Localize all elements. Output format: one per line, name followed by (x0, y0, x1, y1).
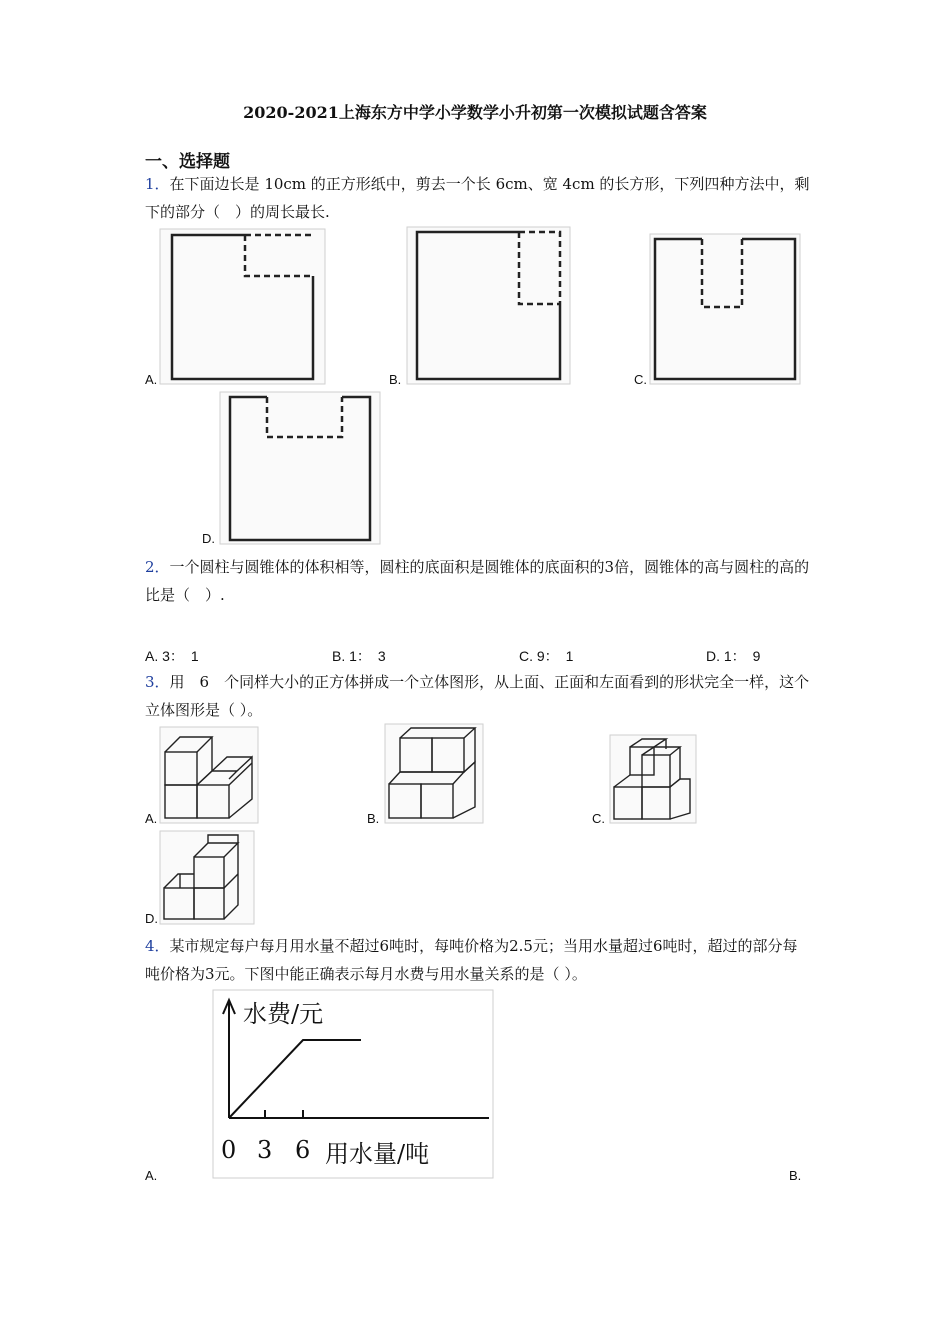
q1-option-c[interactable]: C. (634, 372, 647, 387)
question-text: 在下面边长是 10cm 的正方形纸中，剪去一个长 6cm、宽 4cm 的长方形，下列四种方法中，剩下的部分（ ）的周长最长. (145, 175, 810, 221)
q1-option-a[interactable]: A. (145, 372, 158, 387)
question-text: 用 6 个同样大小的正方体拼成一个立体图形，从上面、正面和左面看到的形状完全一样，这个立体图形是（ ）。 (145, 673, 810, 719)
question-number: 3． (145, 673, 170, 691)
question-3 (145, 668, 810, 724)
graph-ylabel: 水费/元 (243, 1000, 324, 1028)
q3-figure-d (160, 831, 254, 924)
graph-xlabel: 用水量/吨 (325, 1140, 430, 1168)
q4-option-b[interactable]: B. (789, 1168, 802, 1183)
q3-option-a[interactable]: A. (145, 811, 158, 826)
q1-figure-a (160, 229, 325, 384)
question-4 (145, 932, 810, 988)
q2-option-a[interactable]: A. 3： 1 (145, 648, 199, 664)
q1-figure-c (650, 234, 800, 384)
q4-figure-a-graph (213, 990, 493, 1178)
q2-option-d[interactable]: D. 1： 9 (706, 648, 761, 664)
q3-option-d[interactable]: D. (145, 911, 158, 926)
question-number: 4． (145, 937, 170, 955)
question-1 (145, 170, 810, 226)
graph-tick-6: 6 (295, 1136, 311, 1164)
question-number: 2． (145, 558, 170, 576)
q3-option-c[interactable]: C. (592, 811, 605, 826)
page-title: 2020-2021上海东方中学小学数学小升初第一次模拟试题含答案 (243, 103, 707, 122)
q3-figure-a (160, 727, 258, 823)
question-number: 1． (145, 175, 170, 193)
q4-option-a[interactable]: A. (145, 1168, 158, 1183)
question-text: 一个圆柱与圆锥体的体积相等，圆柱的底面积是圆锥体的底面积的3倍，圆锥体的高与圆柱的高的比是（ ）. (145, 558, 810, 604)
q1-figure-b (407, 227, 570, 384)
q3-option-b[interactable]: B. (367, 811, 380, 826)
section-heading: 一、选择题 (145, 152, 230, 172)
q1-option-d[interactable]: D. (202, 531, 215, 546)
question-2 (145, 553, 810, 609)
question-text: 某市规定每户每月用水量不超过6吨时，每吨价格为2.5元；当用水量超过6吨时，超过的部分每吨价格为3元。下图中能正确表示每月水费与用水量关系的是（ ）。 (145, 937, 798, 983)
graph-tick-0: 0 (221, 1136, 237, 1164)
graph-tick-3: 3 (257, 1136, 273, 1164)
q1-figure-d (220, 392, 380, 544)
q2-option-b[interactable]: B. 1： 3 (332, 648, 386, 664)
q1-option-b[interactable]: B. (389, 372, 402, 387)
q3-figure-b (385, 724, 483, 823)
q3-figure-c (610, 735, 696, 823)
q2-option-c[interactable]: C. 9： 1 (519, 648, 574, 664)
